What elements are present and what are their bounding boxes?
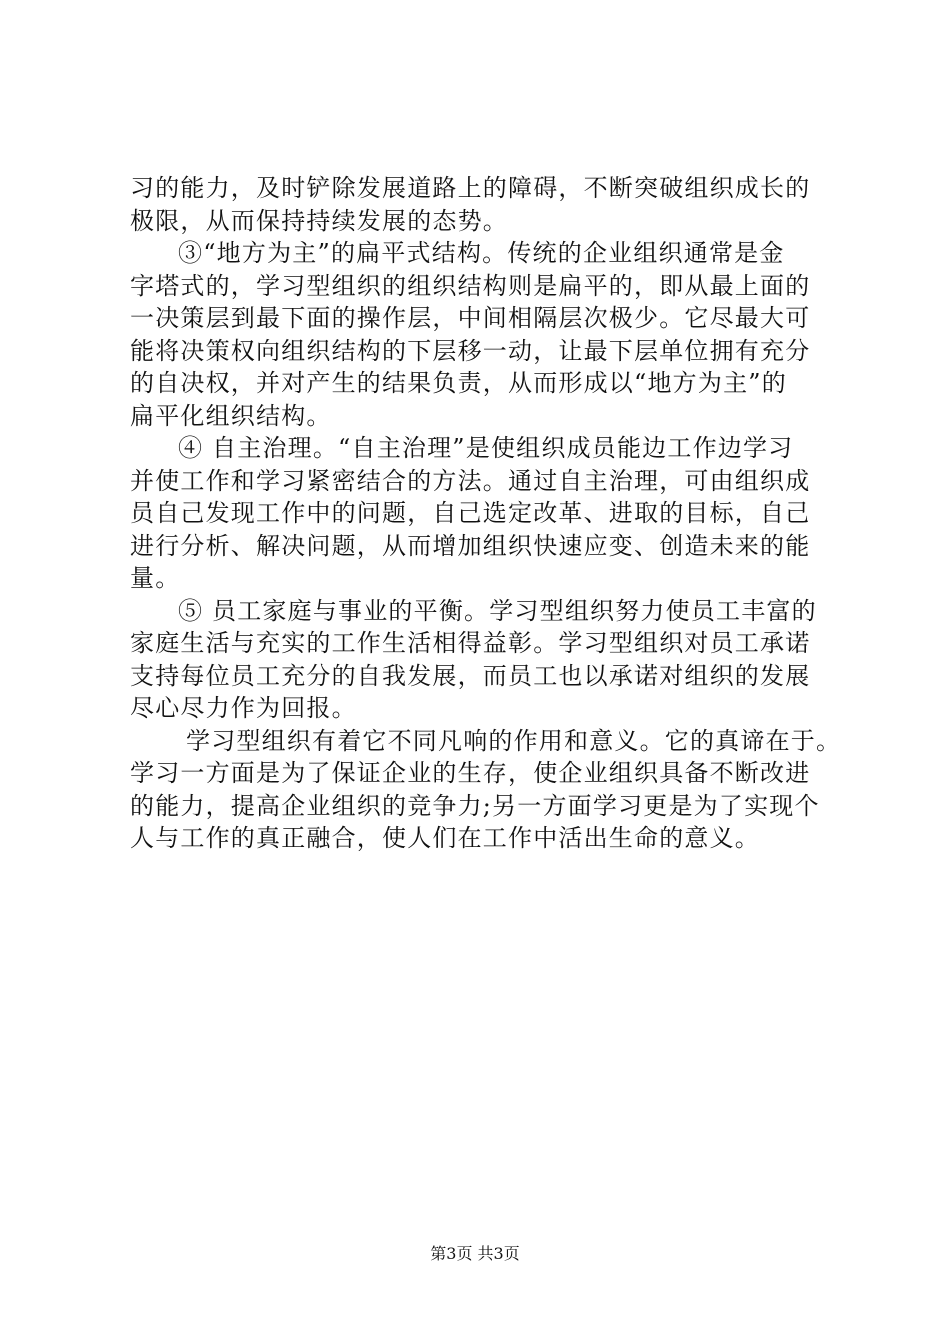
text-line: 人与工作的真正融合，使人们在工作中活出生命的意义。 — [130, 824, 760, 852]
text-line: 习的能力，及时铲除发展道路上的障碍，不断突破组织成长的 — [130, 174, 811, 202]
text-line: 员自己发现工作中的问题，自己选定改革、进取的目标，自己 — [130, 499, 811, 527]
text-line: 学习型组织有着它不同凡响的作用和意义。它的真谛在于。 — [186, 726, 842, 755]
text-line: 的自决权，并对产生的结果负责，从而形成以“地方为主”的 — [130, 369, 787, 397]
text-line: 的能力，提高企业组织的竞争力;另一方面学习更是为了实现个 — [130, 791, 820, 820]
text-line: ⑤ 员工家庭与事业的平衡。学习型组织努力使员工丰富的 — [178, 596, 817, 625]
text-line: 进行分析、解决问题，从而增加组织快速应变、创造未来的能 — [130, 531, 811, 560]
text-line: 字塔式的，学习型组织的组织结构则是扁平的，即从最上面的 — [130, 271, 811, 300]
text-line: ④ 自主治理。“自主治理”是使组织成员能边工作边学习 — [178, 434, 794, 462]
text-line: 扁平化组织结构。 — [130, 401, 332, 430]
document-body — [130, 172, 842, 855]
text-line: 尽心尽力作为回报。 — [130, 694, 357, 722]
text-line: ③“地方为主”的扁平式结构。传统的企业组织通常是金 — [178, 239, 785, 267]
page-footer: 第3页 共3页 — [430, 1244, 520, 1263]
text-line: 能将决策权向组织结构的下层移一动，让最下层单位拥有充分 — [130, 336, 811, 365]
text-line: 支持每位员工充分的自我发展，而员工也以承诺对组织的发展 — [130, 661, 811, 690]
text-line: 家庭生活与充实的工作生活相得益彰。学习型组织对员工承诺 — [130, 629, 811, 657]
text-line: 并使工作和学习紧密结合的方法。通过自主治理，可由组织成 — [130, 466, 811, 495]
text-line: 极限，从而保持持续发展的态势。 — [130, 206, 508, 235]
text-line: 学习一方面是为了保证企业的生存，使企业组织具备不断改进 — [130, 759, 811, 787]
text-line: 量。 — [130, 564, 181, 592]
text-line: 一决策层到最下面的操作层，中间相隔层次极少。它尽最大可 — [130, 304, 811, 332]
